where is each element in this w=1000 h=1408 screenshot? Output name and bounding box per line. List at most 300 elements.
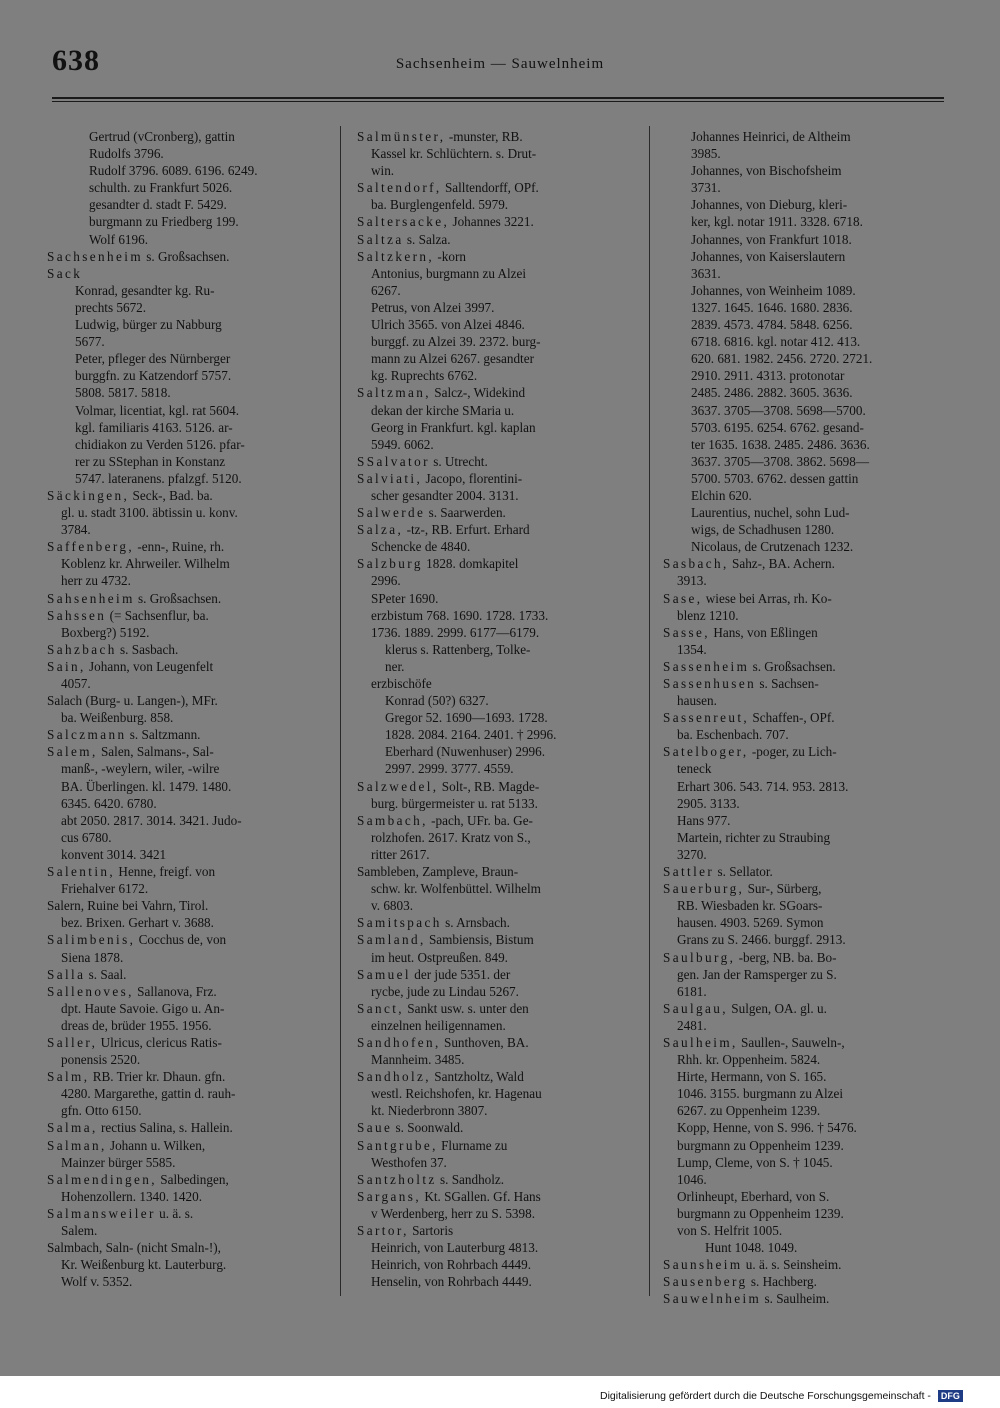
index-entry-line — [47, 1051, 323, 1068]
entry-text: s. Sachsen- — [756, 676, 819, 691]
entry-text: Hirte, Hermann, von S. 165. — [677, 1069, 827, 1085]
index-entry-line — [47, 914, 323, 931]
index-entry-line — [47, 829, 323, 846]
entry-text: 4057. — [61, 676, 91, 691]
entry-text: Mannheim. 3485. — [371, 1052, 465, 1068]
entry-text: dekan der kirche SMaria u. — [371, 402, 515, 418]
entry-text: Schencke de 4840. — [371, 539, 471, 555]
index-entry-headword-line — [357, 504, 633, 521]
entry-text: u. ä. s. — [155, 1205, 194, 1221]
entry-text: Rhh. kr. Oppenheim. 5824. — [677, 1052, 821, 1068]
entry-text: Friehalver 6172. — [61, 881, 149, 897]
headword: Sahsenheim — [47, 590, 135, 606]
index-entry-line — [357, 795, 633, 812]
entry-text: Laurentius, nuchel, sohn Lud- — [691, 505, 850, 521]
index-entry-line — [663, 1017, 943, 1034]
entry-text: burgmann zu Oppenheim 1239. — [677, 1137, 844, 1153]
index-entry-line — [663, 333, 943, 350]
index-entry-line — [357, 949, 633, 966]
index-entry-line — [357, 196, 633, 213]
headword: Sain, — [47, 658, 86, 674]
entry-text: westl. Reichshofen, kr. Hagenau — [371, 1086, 542, 1102]
index-entry-line — [357, 675, 633, 692]
entry-text: Sahz-, BA. Achern. — [728, 556, 835, 572]
headword: Salwerde — [357, 505, 426, 521]
index-entry-line — [47, 282, 323, 299]
headword: Sallenoves, — [47, 983, 134, 999]
index-entry-headword-line — [357, 521, 633, 538]
headword: Saue — [357, 1120, 393, 1136]
index-entry-line — [357, 1205, 633, 1222]
headword: Sandhofen, — [357, 1034, 441, 1050]
entry-text: Sulgen, OA. gl. u. — [727, 1000, 827, 1016]
index-entry-line — [47, 1102, 323, 1119]
index-entry-line — [47, 162, 323, 179]
index-entry-line — [663, 966, 943, 983]
entry-text: s. Großsachsen. — [142, 248, 230, 264]
entry-text: Sartoris — [408, 1223, 454, 1238]
page-number: 638 — [52, 44, 100, 77]
entry-text: Heinrich, von Lauterburg 4813. — [371, 1240, 539, 1256]
entry-text: 1327. 1645. 1646. 1680. 2836. — [691, 299, 853, 315]
entry-text: s. Saulheim. — [761, 1291, 830, 1307]
headword: Sauerburg, — [663, 881, 745, 897]
index-entry-headword-line — [357, 555, 633, 572]
headword: Sasse, — [663, 624, 711, 640]
headword: Salmendingen, — [47, 1171, 157, 1187]
entry-text: 2839. 4573. 4784. 5848. 6256. — [691, 317, 853, 333]
index-entry-headword-line — [663, 1256, 943, 1273]
headword: Saltzman, — [357, 385, 431, 401]
index-entry-line — [663, 350, 943, 367]
dfg-logo: DFG — [938, 1390, 963, 1402]
headword: Saulgau, — [663, 1000, 728, 1016]
index-entry-line — [47, 470, 323, 487]
entry-text: hausen. 4903. 5269. Symon — [677, 915, 824, 931]
index-entry-line — [663, 196, 943, 213]
entry-text: herr zu 4732. — [61, 573, 131, 589]
index-entry-line — [47, 145, 323, 162]
index-entry-line — [663, 1205, 943, 1222]
index-entry-line — [663, 453, 943, 470]
index-entry-line — [357, 760, 633, 777]
headword: Salentin, — [47, 864, 116, 880]
index-entry-headword-line — [47, 248, 323, 265]
index-entry-line — [663, 504, 943, 521]
entry-text: 2905. 3133. — [677, 795, 740, 811]
entry-text: kg. Ruprechts 6762. — [371, 368, 478, 384]
entry-text: Sunthoven, BA. — [440, 1034, 529, 1050]
entry-text: ter 1635. 1638. 2485. 2486. 3636. — [691, 436, 870, 452]
index-entry-headword-line — [357, 1171, 633, 1188]
headword: Salviati, — [357, 470, 423, 486]
entry-text: Johannes, von Kaiserslautern — [691, 248, 846, 264]
index-entry-line — [663, 1239, 943, 1256]
index-entry-line — [663, 760, 943, 777]
entry-text: abt 2050. 2817. 3014. 3421. Judo- — [61, 812, 242, 828]
index-entry-headword-line — [47, 641, 323, 658]
entry-text: -korn — [434, 248, 466, 264]
entry-text: SPeter 1690. — [371, 590, 439, 606]
entry-text: Lump, Cleme, von S. † 1045. — [677, 1154, 833, 1170]
entry-text: 1828. 2084. 2164. 2401. † 2996. — [385, 727, 557, 743]
entry-text: Salltendorff, OPf. — [441, 180, 539, 196]
index-entry-line — [663, 1137, 943, 1154]
index-entry-headword-line — [47, 1119, 323, 1136]
entry-text: Santzholtz, Wald — [430, 1069, 524, 1085]
entry-text: Georg in Frankfurt. kgl. kaplan — [371, 419, 536, 435]
entry-text: 3637. 3705—3708. 5698—5700. — [691, 402, 866, 418]
entry-text: Salern, Ruine bei Vahrn, Tirol. — [47, 898, 209, 914]
entry-text: 4280. Margarethe, gattin d. rauh- — [61, 1086, 236, 1102]
entry-text: scher gesandter 2004. 3131. — [371, 487, 519, 503]
index-entry-line — [663, 812, 943, 829]
index-entry-line — [47, 1222, 323, 1239]
index-entry-line — [357, 726, 633, 743]
entry-text: Saullen-, Sauweln-, — [737, 1034, 845, 1050]
index-entry-line — [47, 760, 323, 777]
index-entry-line — [47, 350, 323, 367]
index-entry-line — [357, 897, 633, 914]
index-entry-line — [663, 248, 943, 265]
headword: Sahssen — [47, 607, 107, 623]
index-entry-line — [663, 1154, 943, 1171]
entry-text: Petrus, von Alzei 3997. — [371, 299, 495, 315]
entry-text: kt. Niederbronn 3807. — [371, 1103, 488, 1119]
index-entry-line — [357, 1256, 633, 1273]
index-entry-line — [663, 538, 943, 555]
index-entry-headword-line — [357, 1034, 633, 1051]
entry-text: 6267. zu Oppenheim 1239. — [677, 1103, 821, 1119]
entry-text: Johann u. Wilken, — [106, 1137, 206, 1153]
headword: Sausenberg — [663, 1274, 748, 1290]
index-entry-line — [663, 572, 943, 589]
index-entry-line — [47, 778, 323, 795]
headword: Saller, — [47, 1034, 98, 1050]
entry-text: Kr. Weißenburg kt. Lauterburg. — [61, 1257, 227, 1273]
entry-text: 2485. 2486. 2882. 3605. 3636. — [691, 385, 853, 401]
index-entry-headword-line — [663, 658, 943, 675]
index-entry-line — [357, 282, 633, 299]
index-entry-line — [47, 213, 323, 230]
entry-text: ker, kgl. notar 1911. 3328. 6718. — [691, 214, 863, 230]
index-entry-headword-line — [47, 607, 323, 624]
index-entry-line — [663, 1051, 943, 1068]
index-entry-line — [663, 983, 943, 1000]
index-entry-line — [663, 384, 943, 401]
entry-text: s. Großsachsen. — [134, 590, 222, 606]
entry-text: s. Sandholz. — [436, 1171, 505, 1187]
index-entry-headword-line — [357, 1000, 633, 1017]
index-entry-headword-line — [357, 453, 633, 470]
index-entry-line — [357, 1085, 633, 1102]
entry-text: burggf. zu Alzei 39. 2372. burg- — [371, 334, 541, 350]
entry-text: gfn. Otto 6150. — [61, 1103, 142, 1119]
index-entry-line — [47, 521, 323, 538]
entry-text: Orlinheupt, Eberhard, von S. — [677, 1188, 830, 1204]
headword: Salla — [47, 966, 86, 982]
index-entry-line — [663, 914, 943, 931]
entry-text: Gertrud (vCronberg), gattin — [89, 129, 235, 144]
index-entry-line — [663, 1102, 943, 1119]
index-entry-line — [47, 692, 323, 709]
entry-text: Johann, von Leugenfelt — [85, 658, 214, 674]
headword: Sargans, — [357, 1188, 422, 1204]
entry-text: 5808. 5817. 5818. — [75, 385, 171, 401]
entry-text: chidiakon zu Verden 5126. pfar- — [75, 436, 245, 452]
index-entry-headword-line — [47, 590, 323, 607]
entry-text: Sankt usw. s. unter den — [404, 1000, 529, 1016]
entry-text: 6267. — [371, 282, 401, 298]
headword: Salza, — [357, 522, 404, 538]
headword: Sachsenheim — [47, 248, 143, 264]
index-entry-line — [47, 299, 323, 316]
entry-text: Solt-, RB. Magde- — [438, 778, 540, 794]
entry-text: Rudolf 3796. 6089. 6196. 6249. — [89, 163, 258, 179]
entry-text: 1046. — [677, 1171, 707, 1187]
index-entry-headword-line — [357, 812, 633, 829]
index-entry-line — [47, 675, 323, 692]
column-divider — [649, 126, 650, 1296]
headword: Sartor, — [357, 1223, 409, 1238]
headword: Salczmann — [47, 727, 127, 743]
index-entry-line — [357, 333, 633, 350]
entry-text: manß-, -weylern, wiler, -wilre — [61, 761, 220, 777]
entry-text: Schaffen-, OPf. — [749, 710, 835, 726]
index-entry-headword-line — [47, 1205, 323, 1222]
index-entry-line — [357, 641, 633, 658]
column-3 — [663, 128, 943, 1307]
entry-text: Salem. — [61, 1223, 98, 1238]
entry-text: 1736. 1889. 2999. 6177—6179. — [371, 624, 540, 640]
entry-text: Jacopo, florentini- — [422, 470, 523, 486]
entry-text: -tz-, RB. Erfurt. Erhard — [403, 522, 530, 538]
index-entry-line — [47, 333, 323, 350]
column-divider — [340, 126, 341, 1296]
entry-text: win. — [371, 163, 395, 179]
index-entry-headword-line — [663, 743, 943, 760]
index-entry-line — [47, 812, 323, 829]
entry-text: 2997. 2999. 3777. 4559. — [385, 761, 514, 777]
index-entry-line — [663, 829, 943, 846]
index-entry-line — [663, 145, 943, 162]
entry-text: 3913. — [677, 573, 707, 589]
entry-text: schw. kr. Wolfenbüttel. Wilhelm — [371, 881, 541, 897]
entry-text: gl. u. stadt 3100. äbtissin u. konv. — [61, 505, 238, 521]
index-entry-line — [47, 1273, 323, 1290]
index-entry-headword-line — [357, 1119, 633, 1136]
entry-text: rer zu SStephan in Konstanz — [75, 453, 226, 469]
index-entry-line — [47, 1154, 323, 1171]
index-entry-headword-line — [663, 1000, 943, 1017]
index-entry-line — [357, 743, 633, 760]
index-entry-line — [357, 1051, 633, 1068]
index-entry-headword-line — [357, 931, 633, 948]
index-entry-line — [663, 931, 943, 948]
column-1 — [47, 128, 323, 1290]
index-entry-headword-line — [47, 265, 323, 282]
entry-text: Henne, freigf. von — [115, 864, 216, 880]
entry-text: 5747. lateranens. pfalzgf. 5120. — [75, 470, 242, 486]
entry-text: Salen, Salmans-, Sal- — [97, 744, 214, 760]
headword: Saffenberg, — [47, 539, 135, 555]
headword: Saunsheim — [663, 1257, 743, 1273]
entry-text: s. Hachberg. — [747, 1274, 817, 1290]
entry-text: Koblenz kr. Ahrweiler. Wilhelm — [61, 556, 230, 572]
index-entry-line — [663, 282, 943, 299]
entry-text: 3270. — [677, 846, 707, 862]
index-entry-headword-line — [663, 555, 943, 572]
entry-text: Johannes, von Dieburg, kleri- — [691, 197, 848, 213]
index-entry-headword-line — [47, 743, 323, 760]
index-entry-line — [663, 521, 943, 538]
index-entry-line — [357, 572, 633, 589]
index-entry-headword-line — [357, 1188, 633, 1205]
running-head: Sachsenheim — Sauwelnheim — [395, 56, 605, 72]
index-entry-line — [357, 829, 633, 846]
entry-text: -enn-, Ruine, rh. — [134, 539, 225, 555]
entry-text: dreas de, brüder 1955. 1956. — [61, 1017, 212, 1033]
index-entry-headword-line — [47, 931, 323, 948]
entry-text: 1828. domkapitel — [422, 556, 519, 572]
digitization-credit — [600, 1390, 963, 1402]
entry-text: Antonius, burgmann zu Alzei — [371, 265, 527, 281]
index-entry-headword-line — [47, 983, 323, 1000]
entry-text: cus 6780. — [61, 829, 112, 845]
entry-text: rycbe, jude zu Lindau 5267. — [371, 983, 519, 999]
index-entry-line — [47, 1239, 323, 1256]
headword: Saulburg, — [663, 949, 736, 965]
entry-text: v. 6803. — [371, 898, 414, 914]
index-entry-line — [47, 453, 323, 470]
headword: Saltersacke, — [357, 214, 450, 230]
headword: Samuel — [357, 966, 411, 982]
headword: Salman, — [47, 1137, 107, 1153]
index-entry-line — [47, 880, 323, 897]
entry-text: Henselin, von Rohrbach 4449. — [371, 1274, 532, 1290]
headword: Salimbenis, — [47, 932, 136, 948]
headword: Samland, — [357, 932, 426, 948]
index-entry-line — [47, 1188, 323, 1205]
entry-text: gen. Jan der Ramsperger zu S. — [677, 966, 837, 982]
entry-text: konvent 3014. 3421 — [61, 846, 167, 862]
entry-text: 5703. 6195. 6254. 6762. gesand- — [691, 419, 864, 435]
index-entry-line — [47, 949, 323, 966]
index-entry-line — [47, 402, 323, 419]
entry-text: hausen. — [677, 693, 717, 709]
index-entry-line — [357, 1102, 633, 1119]
entry-text: rolzhofen. 2617. Kratz von S., — [371, 829, 531, 845]
entry-text: Volmar, licentiat, kgl. rat 5604. — [75, 402, 240, 418]
entry-text: Ulrich 3565. von Alzei 4846. — [371, 317, 525, 333]
entry-text: Salbedingen, — [156, 1171, 229, 1187]
entry-text: Martein, richter zu Straubing — [677, 829, 831, 845]
entry-text: Johannes, von Frankfurt 1018. — [691, 231, 852, 247]
headword: Satelboger, — [663, 744, 749, 760]
index-entry-line — [663, 128, 943, 145]
headword: Saltendorf, — [357, 180, 442, 196]
entry-text: klerus s. Rattenberg, Tolke- — [385, 641, 531, 657]
entry-text: Sallanova, Frz. — [133, 983, 217, 999]
entry-text: Ludwig, bürger zu Nabburg — [75, 317, 222, 333]
index-entry-headword-line — [663, 709, 943, 726]
entry-text: Mainzer bürger 5585. — [61, 1154, 176, 1170]
entry-text: burg. bürgermeister u. rat 5133. — [371, 795, 538, 811]
entry-text: 5949. 6062. — [371, 436, 434, 452]
entry-text: im heut. Ostpreußen. 849. — [371, 949, 508, 965]
index-entry-headword-line — [357, 1068, 633, 1085]
headword: Salem, — [47, 744, 98, 760]
entry-text: ner. — [385, 658, 405, 674]
entry-text: burggfn. zu Katzendorf 5757. — [75, 368, 232, 384]
entry-text: gesandter d. stadt F. 5429. — [89, 197, 227, 213]
index-entry-line — [663, 487, 943, 504]
entry-text: Nicolaus, de Crutzenach 1232. — [691, 539, 854, 555]
index-entry-line — [47, 1017, 323, 1034]
index-entry-line — [663, 641, 943, 658]
headword: Saltza — [357, 231, 404, 247]
entry-text: (= Sachsenflur, ba. — [106, 607, 209, 623]
column-2 — [357, 128, 633, 1290]
headword: Sanct, — [357, 1000, 404, 1016]
index-entry-line — [357, 709, 633, 726]
entry-text: blenz 1210. — [677, 607, 739, 623]
index-entry-line — [357, 538, 633, 555]
entry-text: s. Soonwald. — [392, 1120, 464, 1136]
index-entry-line — [47, 1256, 323, 1273]
headword: Sahzbach — [47, 641, 117, 657]
entry-text: 620. 681. 1982. 2456. 2720. 2721. — [691, 351, 873, 367]
entry-text: bez. Brixen. Gerhart v. 3688. — [61, 915, 214, 931]
entry-text: RB. Trier kr. Dhaun. gfn. — [89, 1069, 226, 1085]
entry-text: Peter, pfleger des Nürnberger — [75, 351, 231, 367]
entry-text: wigs, de Schadhusen 1280. — [691, 522, 835, 538]
index-entry-line — [663, 299, 943, 316]
entry-text: ba. Weißenburg. 858. — [61, 710, 174, 726]
index-entry-line — [663, 316, 943, 333]
index-entry-line — [47, 196, 323, 213]
index-entry-line — [663, 213, 943, 230]
index-entry-line — [357, 299, 633, 316]
index-entry-headword-line — [663, 949, 943, 966]
index-entry-headword-line — [663, 675, 943, 692]
index-entry-line — [47, 231, 323, 248]
index-entry-headword-line — [357, 128, 633, 145]
entry-text: Flurname zu — [437, 1137, 508, 1153]
index-entry-line — [357, 487, 633, 504]
index-entry-line — [357, 590, 633, 607]
entry-text: s. Salza. — [403, 231, 451, 247]
entry-text: wiese bei Arras, rh. Ko- — [702, 590, 832, 606]
index-entry-line — [357, 1239, 633, 1256]
entry-text: von S. Helfrit 1005. — [677, 1223, 783, 1238]
index-entry-headword-line — [47, 538, 323, 555]
entry-text: Wolf v. 5352. — [61, 1274, 133, 1290]
index-entry-line — [357, 145, 633, 162]
entry-text: Hohenzollern. 1340. 1420. — [61, 1188, 203, 1204]
entry-text: 3731. — [691, 180, 721, 196]
entry-text: 5700. 5703. 6762. dessen gattin — [691, 470, 859, 486]
headword: Santgrube, — [357, 1137, 438, 1153]
index-entry-headword-line — [357, 1137, 633, 1154]
credit-text: Digitalisierung gefördert durch die Deutsche Forschungsgemeinschaft - — [600, 1390, 931, 1402]
index-entry-headword-line — [357, 1222, 633, 1239]
index-entry-line — [357, 402, 633, 419]
index-entry-headword-line — [47, 1068, 323, 1085]
entry-text: 6181. — [677, 983, 707, 999]
index-entry-line — [357, 436, 633, 453]
entry-text: Cocchus de, von — [135, 932, 227, 948]
